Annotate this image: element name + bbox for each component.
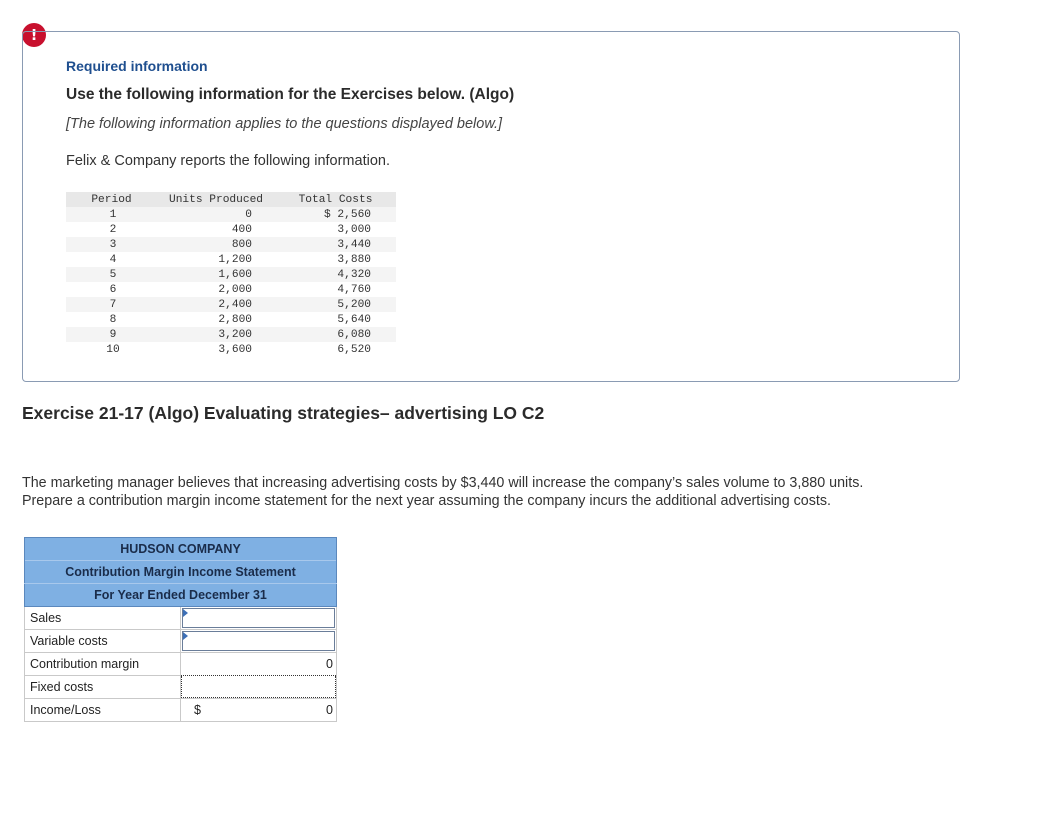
table-row xyxy=(66,342,396,357)
contribution-margin-cell xyxy=(181,653,337,676)
fixed-costs-row xyxy=(25,676,337,699)
period-cell: 6 xyxy=(66,282,157,297)
units-cell: 2,400 xyxy=(157,297,275,312)
costs-cell: 5,200 xyxy=(275,297,396,312)
period-cell: 10 xyxy=(66,342,157,357)
units-cell: 400 xyxy=(157,222,275,237)
contribution-margin-row xyxy=(25,653,337,676)
table-row xyxy=(66,267,396,282)
period-cell: 1 xyxy=(66,207,157,222)
table-row xyxy=(66,222,396,237)
costs-cell: 3,440 xyxy=(275,237,396,252)
sales-label: Sales xyxy=(25,607,181,630)
statement-header-row xyxy=(25,584,337,607)
units-cell: 1,600 xyxy=(157,267,275,282)
company-name: HUDSON COMPANY xyxy=(25,538,337,561)
required-information-panel xyxy=(22,31,960,382)
variable-costs-row xyxy=(25,630,337,653)
units-cell: 2,000 xyxy=(157,282,275,297)
sales-input[interactable] xyxy=(182,608,335,628)
costs-cell: 5,640 xyxy=(275,312,396,327)
units-cell: 3,200 xyxy=(157,327,275,342)
variable-costs-label: Variable costs xyxy=(25,630,181,653)
required-information-label: Required information xyxy=(66,58,208,74)
costs-cell: $ 2,560 xyxy=(275,207,396,222)
units-cell: 800 xyxy=(157,237,275,252)
problem-line-1: The marketing manager believes that increasing advertising costs by $3,440 will increase the company’s sales volume to 3,880 units. xyxy=(22,475,864,491)
table-row xyxy=(66,327,396,342)
costs-cell: 6,520 xyxy=(275,342,396,357)
units-cell: 2,800 xyxy=(157,312,275,327)
cost-data-table xyxy=(66,192,396,357)
income-loss-currency: $ xyxy=(194,703,201,717)
table-row xyxy=(66,282,396,297)
table-row xyxy=(66,312,396,327)
table-row xyxy=(66,207,396,222)
period-cell: 2 xyxy=(66,222,157,237)
table-row xyxy=(66,297,396,312)
contribution-margin-label: Contribution margin xyxy=(25,653,181,676)
header-total-costs: Total Costs xyxy=(275,192,396,207)
table-header-row xyxy=(66,192,396,207)
variable-costs-cell xyxy=(181,630,337,653)
sales-cell xyxy=(181,607,337,630)
costs-cell: 4,320 xyxy=(275,267,396,282)
units-cell: 1,200 xyxy=(157,252,275,267)
reports-text: Felix & Company reports the following information. xyxy=(66,153,390,169)
table-row xyxy=(66,252,396,267)
income-loss-cell xyxy=(181,699,337,722)
sales-row xyxy=(25,607,337,630)
units-cell: 0 xyxy=(157,207,275,222)
applies-note: [The following information applies to the questions displayed below.] xyxy=(66,116,503,132)
income-statement-table xyxy=(24,537,337,722)
exercise-title: Exercise 21-17 (Algo) Evaluating strategies– advertising LO C2 xyxy=(22,403,545,423)
info-heading: Use the following information for the Exercises below. (Algo) xyxy=(66,86,515,103)
costs-cell: 3,000 xyxy=(275,222,396,237)
statement-header-row xyxy=(25,561,337,584)
problem-text xyxy=(22,474,982,510)
costs-cell: 3,880 xyxy=(275,252,396,267)
units-cell: 3,600 xyxy=(157,342,275,357)
header-period: Period xyxy=(66,192,157,207)
income-loss-row xyxy=(25,699,337,722)
period-cell: 8 xyxy=(66,312,157,327)
variable-costs-input[interactable] xyxy=(182,631,335,651)
statement-title: Contribution Margin Income Statement xyxy=(25,561,337,584)
costs-cell: 6,080 xyxy=(275,327,396,342)
period-cell: 9 xyxy=(66,327,157,342)
contribution-margin-value: 0 xyxy=(326,657,333,671)
statement-period: For Year Ended December 31 xyxy=(25,584,337,607)
period-cell: 5 xyxy=(66,267,157,282)
income-loss-label: Income/Loss xyxy=(25,699,181,722)
period-cell: 3 xyxy=(66,237,157,252)
fixed-costs-cell[interactable] xyxy=(181,676,337,699)
alert-icon: ! xyxy=(22,23,46,47)
costs-cell: 4,760 xyxy=(275,282,396,297)
period-cell: 4 xyxy=(66,252,157,267)
table-row xyxy=(66,237,396,252)
problem-line-2: Prepare a contribution margin income statement for the next year assuming the company incurs the additional advertising costs. xyxy=(22,493,831,509)
period-cell: 7 xyxy=(66,297,157,312)
income-loss-value: 0 xyxy=(326,703,333,717)
fixed-costs-label: Fixed costs xyxy=(25,676,181,699)
header-units-produced: Units Produced xyxy=(157,192,275,207)
fixed-costs-input[interactable] xyxy=(181,676,336,698)
statement-header-row xyxy=(25,538,337,561)
